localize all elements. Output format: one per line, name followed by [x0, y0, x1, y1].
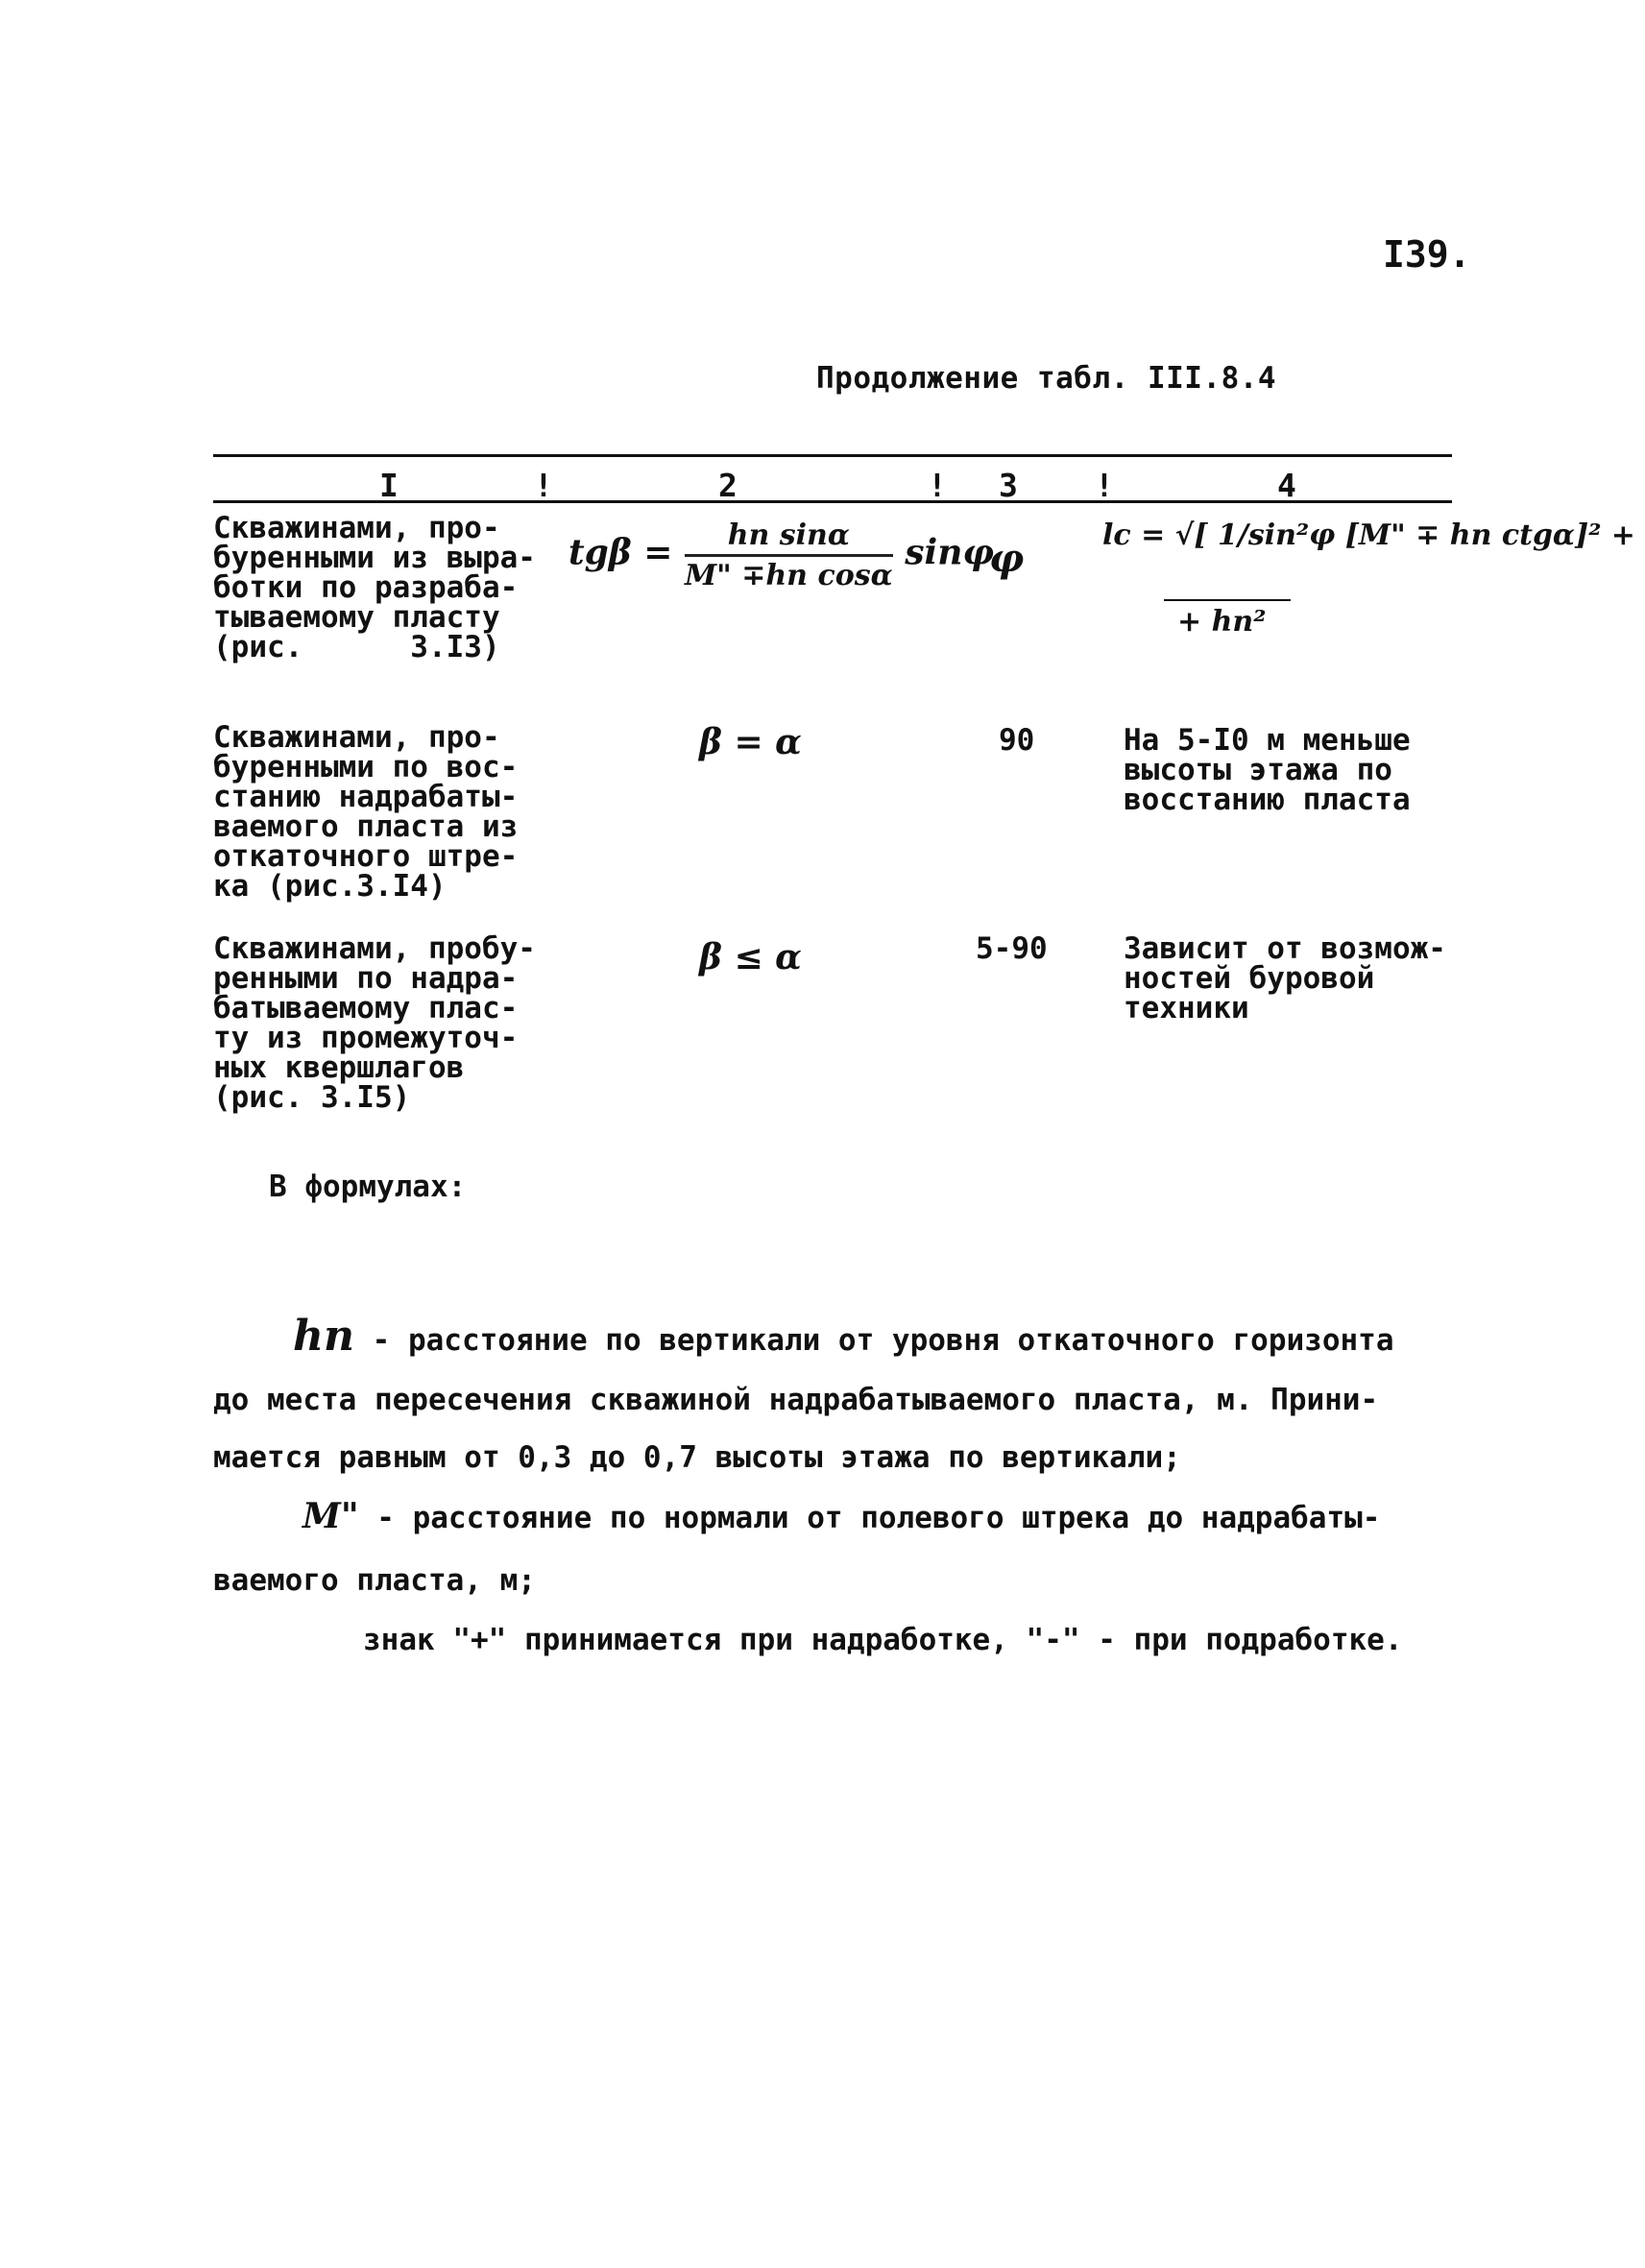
header-col-4: 4: [1277, 467, 1296, 504]
row1-beta-formula: [568, 519, 994, 592]
note-m-line2: ваемого пласта, м;: [213, 1563, 536, 1598]
notes-intro: В формулах:: [269, 1170, 467, 1204]
row3-method: Скважинами, пробу- ренными по надра- батываемому плас- ту из промежуточ- ных квершлагов (рис. 3.I5): [213, 931, 536, 1115]
row1-method: Скважинами, про- буренными из выра- ботки по разраба- тываемому пласту (рис. 3.I3): [213, 511, 536, 664]
row1-beta-numerator: hп sinα: [685, 519, 893, 557]
header-separator: !: [534, 467, 553, 504]
row1-beta-rhs: sinφ: [905, 532, 994, 573]
header-col-3: 3: [999, 467, 1018, 504]
row2-length: На 5-I0 м меньше высоты этажа по восстанию пласта: [1124, 723, 1411, 817]
row1-length-top: lс = √[ 1/sin²φ [M" ∓ hп ctgα]² +: [1102, 519, 1635, 552]
note-hn-line1: hп - расстояние по вертикали от уровня откаточного горизонта: [293, 1312, 1394, 1361]
row2-beta: β = α: [699, 722, 802, 762]
table-caption: Продолжение табл. III.8.4: [816, 361, 1277, 396]
row1-length-bottom: + hп²: [1177, 605, 1267, 639]
row3-beta: β ≤ α: [699, 937, 802, 977]
row1-beta-lhs: tgβ =: [568, 532, 673, 573]
header-col-1: I: [379, 467, 399, 504]
row1-length-fraction-bar: [1164, 599, 1291, 601]
row1-beta-fraction: [685, 519, 893, 592]
header-separator: !: [928, 467, 947, 504]
row2-method: Скважинами, про- буренными по вос- станию надрабаты- ваемого пласта из откаточного штре- ка (рис.3.I4): [213, 720, 519, 904]
page-number: I39.: [1383, 233, 1471, 276]
row3-length: Зависит от возмож- ностей буровой техники: [1124, 931, 1446, 1025]
row1-angle: φ: [989, 536, 1025, 581]
header-col-2: 2: [718, 467, 738, 504]
note-hn-line2: до места пересечения скважиной надрабатываемого пласта, м. Прини-: [213, 1383, 1379, 1417]
row2-angle: 90: [999, 723, 1035, 758]
table-header-rule: [213, 500, 1452, 503]
row3-angle: 5-90: [976, 931, 1048, 966]
m-symbol: M": [302, 1496, 359, 1536]
hn-symbol: hп: [293, 1312, 354, 1361]
row1-beta-denominator: M" ∓hп cosα: [684, 559, 893, 592]
note-sign-line: знак "+" принимается при надработке, "-" - при подработке.: [363, 1623, 1403, 1657]
table-top-rule: [213, 454, 1452, 457]
note-m-line1: M" - расстояние по нормали от полевого штрека до надрабаты-: [302, 1496, 1381, 1536]
note-hn-line3: мается равным от 0,3 до 0,7 высоты этажа по вертикали;: [213, 1440, 1181, 1475]
header-separator: !: [1095, 467, 1114, 504]
